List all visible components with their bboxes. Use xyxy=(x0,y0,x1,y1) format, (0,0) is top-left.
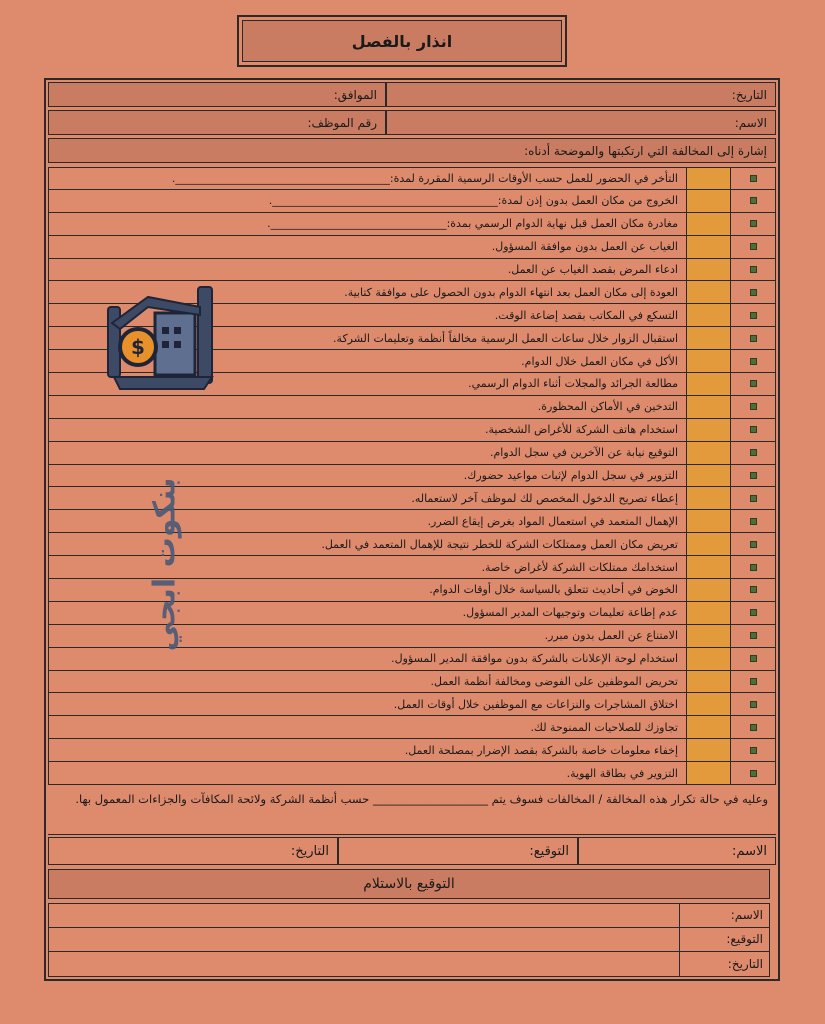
name-label: الاسم: xyxy=(734,115,767,130)
violation-row xyxy=(48,213,776,236)
bullet-icon xyxy=(730,510,776,532)
signature-row xyxy=(48,837,776,865)
violation-checkbox[interactable] xyxy=(686,373,730,395)
violation-checkbox[interactable] xyxy=(686,442,730,464)
bullet-icon xyxy=(730,671,776,693)
violation-row xyxy=(48,671,776,694)
bullet-icon xyxy=(730,739,776,761)
violation-checkbox[interactable] xyxy=(686,648,730,670)
watermark xyxy=(100,285,230,655)
bullet-icon xyxy=(730,419,776,441)
violation-text: الخروج من مكان العمل بدون إذن لمدة:_________________________________________. xyxy=(48,190,686,212)
violation-checkbox[interactable] xyxy=(686,281,730,303)
violation-text: التوقيع نيابة عن الآخرين في سجل الدوام. xyxy=(48,442,686,464)
violation-row xyxy=(48,167,776,190)
violation-text: التأخر في الحضور للعمل حسب الأوقات الرسمية المقررة لمدة:_______________________________________. xyxy=(48,168,686,189)
violation-text: تعريض مكان العمل وممتلكات الشركة للخطر نتيجة للإهمال المتعمد في العمل. xyxy=(48,533,686,555)
bullet-icon xyxy=(730,259,776,281)
violation-text: العودة إلى مكان العمل بعد انتهاء الدوام بدون الحصول على موافقة كتابية. xyxy=(48,281,686,303)
title-box xyxy=(237,15,567,67)
employee-number-label: رقم الموظف: xyxy=(307,115,377,130)
approver-label: الموافق: xyxy=(333,87,377,102)
violation-checkbox[interactable] xyxy=(686,419,730,441)
bullet-icon xyxy=(730,327,776,349)
employee-number-field[interactable] xyxy=(48,110,386,135)
violation-text: التسكع في المكاتب بقصد إضاعة الوقت. xyxy=(48,304,686,326)
violation-checkbox[interactable] xyxy=(686,716,730,738)
bullet-icon xyxy=(730,487,776,509)
violation-row xyxy=(48,259,776,282)
violation-checkbox[interactable] xyxy=(686,259,730,281)
receipt-date-label: التاريخ: xyxy=(679,952,769,976)
bullet-icon xyxy=(730,281,776,303)
violation-text: استخدامك ممتلكات الشركة لأغراض خاصة. xyxy=(48,556,686,578)
violation-checkbox[interactable] xyxy=(686,693,730,715)
violation-text: إعطاء تصريح الدخول المخصص لك لموظف آخر لاستعماله. xyxy=(48,487,686,509)
violation-checkbox[interactable] xyxy=(686,579,730,601)
violation-checkbox[interactable] xyxy=(686,625,730,647)
violation-text: عدم إطاعة تعليمات وتوجيهات المدير المسؤول. xyxy=(48,602,686,624)
receipt-date-row xyxy=(48,952,770,977)
approver-field[interactable] xyxy=(48,82,386,107)
violation-row xyxy=(48,236,776,259)
bullet-icon xyxy=(730,762,776,784)
receipt-table xyxy=(48,903,770,977)
employee-name-label: الاسم: xyxy=(732,843,767,859)
consequence-text: وعليه في حالة تكرار هذه المخالفة / المخالفات فسوف يتم ____________________ حسب أنظمة الشركة ولائحة المكافآت والجزاءات المعمول بها. xyxy=(48,787,776,835)
reference-text: إشارة إلى المخالفة التي ارتكبتها والموضحة أدناه: xyxy=(524,143,767,158)
name-field[interactable] xyxy=(386,110,776,135)
bullet-icon xyxy=(730,442,776,464)
violation-text: استقبال الزوار خلال ساعات العمل الرسمية مخالفاً أنظمة وتعليمات الشركة. xyxy=(48,327,686,349)
violation-text: الامتناع عن العمل بدون مبرر. xyxy=(48,625,686,647)
violation-row xyxy=(48,716,776,739)
svg-text:$: $ xyxy=(131,335,145,359)
violation-checkbox[interactable] xyxy=(686,671,730,693)
violation-row xyxy=(48,190,776,213)
receipt-date-input[interactable] xyxy=(49,952,679,976)
violation-checkbox[interactable] xyxy=(686,510,730,532)
violation-text: استخدام هاتف الشركة للأغراض الشخصية. xyxy=(48,419,686,441)
receipt-signature-label: التوقيع: xyxy=(679,928,769,952)
violation-checkbox[interactable] xyxy=(686,533,730,555)
violation-text: مطالعة الجرائد والمجلات أثناء الدوام الرسمي. xyxy=(48,373,686,395)
employee-name-field[interactable] xyxy=(578,837,776,865)
bullet-icon xyxy=(730,236,776,258)
receipt-name-label: الاسم: xyxy=(679,904,769,927)
violation-text: تجاوزك للصلاحيات الممنوحة لك. xyxy=(48,716,686,738)
watermark-text: بنكوت ابجي xyxy=(147,477,183,652)
violation-checkbox[interactable] xyxy=(686,190,730,212)
violation-checkbox[interactable] xyxy=(686,739,730,761)
violation-checkbox[interactable] xyxy=(686,396,730,418)
receipt-name-input[interactable] xyxy=(49,904,679,927)
violation-text: إخفاء معلومات خاصة بالشركة بقصد الإضرار بمصلحة العمل. xyxy=(48,739,686,761)
violation-text: الإهمال المتعمد في استعمال المواد بغرض إيقاع الضرر. xyxy=(48,510,686,532)
bullet-icon xyxy=(730,465,776,487)
receipt-signature-row xyxy=(48,928,770,953)
date-label: التاريخ: xyxy=(731,87,767,102)
violation-text: استخدام لوحة الإعلانات بالشركة بدون موافقة المدير المسؤول. xyxy=(48,648,686,670)
bullet-icon xyxy=(730,556,776,578)
violation-row xyxy=(48,693,776,716)
bullet-icon xyxy=(730,579,776,601)
bullet-icon xyxy=(730,602,776,624)
violation-checkbox[interactable] xyxy=(686,556,730,578)
bullet-icon xyxy=(730,213,776,235)
violation-checkbox[interactable] xyxy=(686,236,730,258)
bullet-icon xyxy=(730,304,776,326)
violation-checkbox[interactable] xyxy=(686,487,730,509)
violation-checkbox[interactable] xyxy=(686,350,730,372)
violation-text: التزوير في بطاقة الهوية. xyxy=(48,762,686,784)
bullet-icon xyxy=(730,350,776,372)
violation-row xyxy=(48,762,776,785)
date-field[interactable] xyxy=(386,82,776,107)
employee-signature-field[interactable] xyxy=(338,837,578,865)
page-title: انذار بالفصل xyxy=(242,20,562,62)
violation-checkbox[interactable] xyxy=(686,168,730,189)
bullet-icon xyxy=(730,396,776,418)
violation-text: ادعاء المرض بقصد الغياب عن العمل. xyxy=(48,259,686,281)
receipt-title: التوقيع بالاستلام xyxy=(48,869,770,899)
bullet-icon xyxy=(730,373,776,395)
bullet-icon xyxy=(730,533,776,555)
violation-text: مغادرة مكان العمل قبل نهاية الدوام الرسمي بمدة:________________________________. xyxy=(48,213,686,235)
violation-text: الغياب عن العمل بدون موافقة المسؤول. xyxy=(48,236,686,258)
violation-row xyxy=(48,739,776,762)
bullet-icon xyxy=(730,716,776,738)
bullet-icon xyxy=(730,168,776,189)
violation-text: الأكل في مكان العمل خلال الدوام. xyxy=(48,350,686,372)
violation-checkbox[interactable] xyxy=(686,762,730,784)
violation-checkbox[interactable] xyxy=(686,602,730,624)
violation-text: تحريض الموظفين على الفوضى ومخالفة أنظمة العمل. xyxy=(48,671,686,693)
violation-text: اختلاق المشاجرات والنزاعات مع الموظفين خلال أوقات العمل. xyxy=(48,693,686,715)
receipt-signature-input[interactable] xyxy=(49,928,679,952)
employee-signature-label: التوقيع: xyxy=(529,843,569,859)
bullet-icon xyxy=(730,693,776,715)
reference-row xyxy=(48,138,776,163)
receipt-name-row xyxy=(48,903,770,928)
bullet-icon xyxy=(730,190,776,212)
violation-checkbox[interactable] xyxy=(686,327,730,349)
employee-date-field[interactable] xyxy=(48,837,338,865)
violation-text: التدخين في الأماكن المحظورة. xyxy=(48,396,686,418)
bullet-icon xyxy=(730,648,776,670)
violation-checkbox[interactable] xyxy=(686,213,730,235)
bullet-icon xyxy=(730,625,776,647)
violation-text: التزوير في سجل الدوام لإثبات مواعيد حضورك. xyxy=(48,465,686,487)
violation-checkbox[interactable] xyxy=(686,465,730,487)
violation-checkbox[interactable] xyxy=(686,304,730,326)
employee-date-label: التاريخ: xyxy=(290,843,329,859)
violation-text: الخوض في أحاديث تتعلق بالسياسة خلال أوقات الدوام. xyxy=(48,579,686,601)
